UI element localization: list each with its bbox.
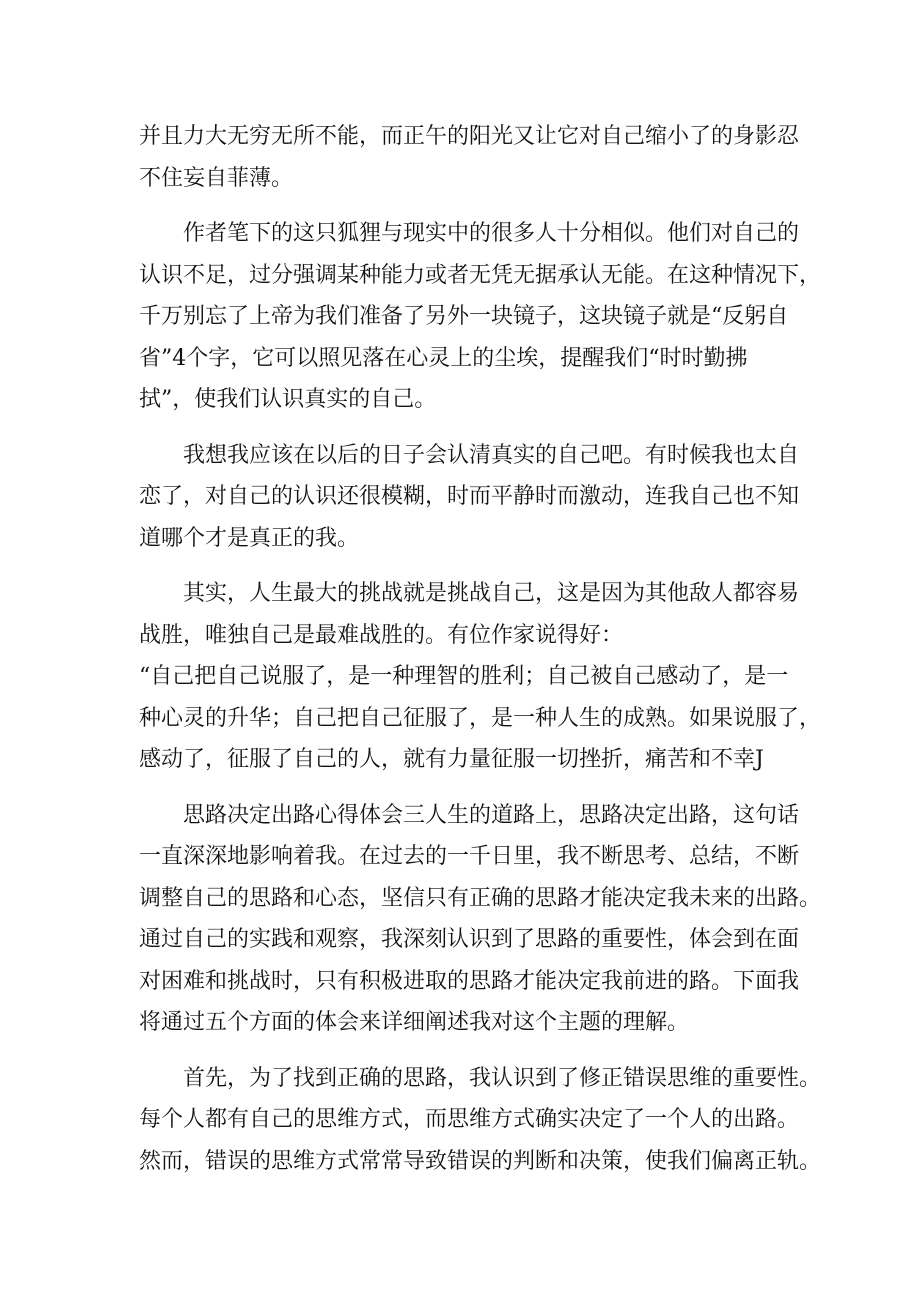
paragraph-2-line-2: 认识不足，过分强调某种能力或者无凭无据承认无能。在这种情况下， [139, 262, 822, 288]
paragraph-2-line-4: 省”4个字，它可以照见落在心灵上的尘埃，提醒我们“时时勤拂 [139, 345, 748, 371]
paragraph-6-line-2: 每个人都有自己的思维方式，而思维方式确实决定了一个人的出路。 [139, 1107, 800, 1132]
paragraph-3-line-1: 我想我应该在以后的日子会认清真实的自己吧。有时候我也太自 [183, 442, 800, 468]
paragraph-1-line-1: 并且力大无穷无所不能，而正午的阳光又让它对自己缩小了的身影忍 [139, 124, 800, 149]
paragraph-5-line-1: 思路决定出路心得体会三人生的道路上，思路决定出路，这句话 [183, 802, 800, 828]
paragraph-5-line-5: 对困难和挑战时，只有积极进取的思路才能决定我前进的路。下面我 [139, 968, 800, 994]
paragraph-gap [139, 559, 799, 573]
paragraph-gap [139, 421, 799, 435]
paragraph-4-line-1: 其实，人生最大的挑战就是挑战自己，这是因为其他敌人都容易 [183, 581, 800, 606]
paragraph-4-line-5: 感动了，征服了自己的人，就有力量征服一切挫折，痛苦和不幸J [139, 747, 764, 772]
document-body [139, 116, 822, 1182]
paragraph-2-line-3: 千万别忘了上帝为我们准备了另外一块镜子，这块镜子就是“反躬自 [139, 304, 789, 329]
paragraph-3-line-3: 道哪个才是真正的我。 [139, 525, 360, 551]
paragraph-2-line-5: 拭”，使我们认识真实的自己。 [139, 387, 437, 412]
paragraph-4-line-2: 战胜，唯独自己是最难战胜的。有位作家说得好： [139, 622, 624, 648]
paragraph-6-line-1: 首先，为了找到正确的思路，我认识到了修正错误思维的重要性。 [183, 1065, 822, 1091]
paragraph-4-line-4: 种心灵的升华；自己把自己征服了，是一种人生的成熟。如果说服了， [139, 705, 822, 731]
paragraph-gap [139, 199, 799, 213]
paragraph-6-line-3: 然而，错误的思维方式常常导致错误的判断和决策，使我们偏离正轨。 [139, 1148, 822, 1174]
paragraph-5-line-2: 一直深深地影响着我。在过去的一千日里，我不断思考、总结，不断 [139, 844, 800, 869]
paragraph-gap [139, 781, 799, 795]
paragraph-2-line-1: 作者笔下的这只狐狸与现实中的很多人十分相似。他们对自己的 [183, 221, 800, 246]
paragraph-1-line-2: 不住妄自菲薄。 [139, 165, 294, 191]
paragraph-4-line-3: “自己把自己说服了，是一种理智的胜利；自己被自己感动了，是一 [139, 664, 789, 689]
paragraph-3-line-2: 恋了，对自己的认识还很模糊，时而平静时而激动，连我自己也不知 [139, 484, 800, 509]
paragraph-5-line-6: 将通过五个方面的体会来详细阐述我对这个主题的理解。 [139, 1010, 690, 1035]
paragraph-gap [139, 1044, 799, 1058]
paragraph-5-line-3: 调整自己的思路和心态，坚信只有正确的思路才能决定我未来的出路。 [139, 885, 822, 911]
paragraph-5-line-4: 通过自己的实践和观察，我深刻认识到了思路的重要性，体会到在面 [139, 927, 800, 952]
